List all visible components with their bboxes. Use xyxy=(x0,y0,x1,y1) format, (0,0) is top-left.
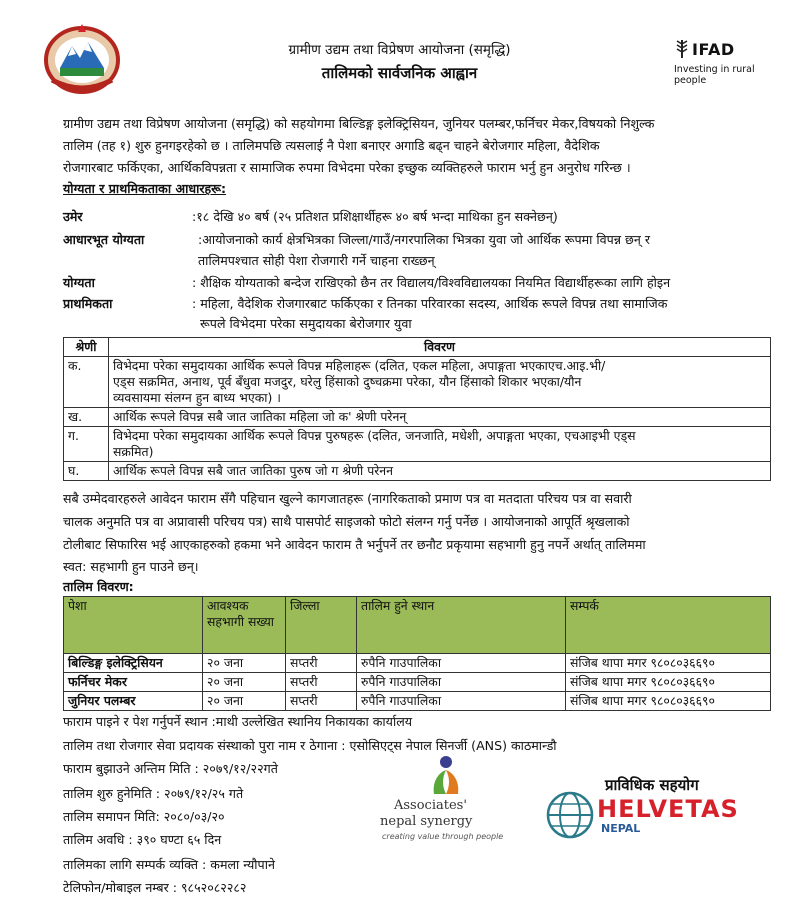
description-line: विभेदमा परेका समुदायका आर्थिक रूपले विपन्न महिलाहरू (दलित, एकल महिला, अपाङ्गता भएकाएच.आइ.भी/ xyxy=(113,358,606,373)
priority-value-2: रूपले विभेदमा परेका समुदायका बेरोजगार युवा xyxy=(200,316,412,331)
application-line-4: स्वत: सहभागी हुन पाउने छन्। xyxy=(63,559,199,574)
helvetas-logo xyxy=(543,775,783,845)
basic-qualification-value-1: :आयोजनाको कार्य क्षेत्रभित्रका जिल्ला/गाउँ/नगरपालिका भित्रका युवा जो आर्थिक रूपमा विपन्न छन् र xyxy=(198,232,650,247)
technical-support-label: प्राविधिक सहयोग xyxy=(605,776,699,794)
eligibility-heading: योग्यता र प्राथमिकताका आधारहरू: xyxy=(63,181,227,196)
occupation-header: पेशा xyxy=(64,597,203,654)
description-cell xyxy=(109,357,771,408)
helvetas-country: NEPAL xyxy=(601,822,641,835)
occupation-cell: फर्निचर मेकर xyxy=(64,673,203,692)
participants-cell: २० जना xyxy=(203,654,286,673)
training-heading: तालिम विवरण: xyxy=(63,579,134,594)
intro-line-1: ग्रामीण उद्यम तथा विप्रेषण आयोजना (समृद्धि) को सहयोगमा बिल्डिङ्ग इलेक्ट्रिसियन, जुनियर पलम्बर,फर्निचर मेकर,विषयको निशुल्क xyxy=(63,116,655,131)
venue-cell: रुपैनि गाउपालिका xyxy=(357,654,566,673)
venue-cell: रुपैनि गाउपालिका xyxy=(357,673,566,692)
contact-cell: संजिब थापा मगर ९८०८०३६६९० xyxy=(566,673,771,692)
notice-title: तालिमको सार्वजनिक आह्वान xyxy=(321,64,478,82)
nepal-government-emblem xyxy=(42,22,122,96)
description-cell xyxy=(109,427,771,462)
contact-cell: संजिब थापा मगर ९८०८०३६६९० xyxy=(566,654,771,673)
district-cell: सप्तरी xyxy=(286,673,357,692)
qualification-label: योग्यता xyxy=(63,275,95,290)
application-line-1: सबै उम्मेदवारहरुले आवेदन फाराम सँगै पहिचान खुल्ने कागजातहरू (नागरिकताको प्रमाण पत्र वा मतदाता परिचय पत्र वा सवारी xyxy=(63,491,632,506)
intro-line-3: रोजगारबाट फर्किएका, आर्थिकविपन्नता र सामाजिक रुपमा विभेदमा परेका इच्छुक व्यक्तिहरुले फाराम भर्नु हुन अनुरोध गरिन्छ । xyxy=(63,160,631,175)
district-header: जिल्ला xyxy=(286,597,357,654)
occupation-cell: जुनियर पलम्बर xyxy=(64,692,203,711)
application-line-2: चालक अनुमति पत्र वा अप्रावासी परिचय पत्र) साथै पासपोर्ट साइजको फोटो संलग्न गर्नु पर्नेछ । आयोजनाको आपूर्ति श्रृखलाको xyxy=(63,514,630,529)
training-table xyxy=(63,596,771,711)
table-header-row xyxy=(64,338,771,357)
participants-cell: २० जना xyxy=(203,673,286,692)
district-cell: सप्तरी xyxy=(286,692,357,711)
description-line: विभेदमा परेका समुदायका आर्थिक रूपले विपन्न पुरुषहरू (दलित, जनजाति, मधेशी, अपाङ्गता भएका, एचआइभी एड्स xyxy=(113,428,636,443)
contact-person: तालिमका लागि सम्पर्क व्यक्ति : कमला न्यौपाने xyxy=(63,857,275,872)
description-line: आर्थिक रूपले विपन्न सबै जात जातिका पुरुष जो ग श्रेणी परेनन xyxy=(113,463,394,478)
contact-cell: संजिब थापा मगर ९८०८०३६६९० xyxy=(566,692,771,711)
qualification-value: : शैक्षिक योग्यताको बन्देज राखिएको छैन तर विद्यालय/विश्वविद्यालयका नियमित विद्यार्थीहरूका लागि होइन xyxy=(192,275,671,290)
priority-label: प्राथमिकता xyxy=(63,296,113,311)
basic-qualification-value-2: तालिमपश्चात सोही पेशा रोजगारी गर्ने चाहना राख्छन् xyxy=(198,253,435,268)
table-header-row xyxy=(64,597,771,654)
table-row xyxy=(64,357,771,408)
description-line: आर्थिक रूपले विपन्न सबै जात जातिका महिला जो क' श्रेणी परेनन् xyxy=(113,409,407,424)
project-title: ग्रामीण उद्यम तथा विप्रेषण आयोजना (समृद्धि) xyxy=(288,42,511,58)
category-cell: क. xyxy=(64,357,109,408)
district-cell: सप्तरी xyxy=(286,654,357,673)
ifad-name: IFAD xyxy=(692,40,735,59)
age-label: उमेर xyxy=(63,209,83,224)
table-row xyxy=(64,462,771,481)
ans-tagline: creating value through people xyxy=(382,832,504,841)
application-line-3: टोलीबाट सिफारिस भई आएकाहरुको हकमा भने आवेदन फाराम तै भर्नुपर्ने तर छनौट प्रकृयामा सहभागी हुनु नपर्ने अर्थात् तालिममा xyxy=(63,537,646,552)
table-row xyxy=(64,673,771,692)
service-provider: तालिम तथा रोजगार सेवा प्रदायक संस्थाको पुरा नाम र ठेगाना : एसोसिएट्स नेपाल सिनर्जी (ANS) काठमान्डौ xyxy=(63,738,557,753)
basic-qualification-label: आधारभूत योग्यता xyxy=(63,232,145,247)
globe-icon xyxy=(543,789,597,841)
contact-phone: टेलिफोन/मोबाइल नम्बर : ९८५२०८२२८२ xyxy=(63,880,247,895)
training-start-date: तालिम शुरु हुनेमिति : २०७९/१२/२५ गते xyxy=(63,786,244,801)
table-row xyxy=(64,692,771,711)
ans-name-2: nepal synergy xyxy=(380,814,473,829)
category-cell: ख. xyxy=(64,408,109,427)
age-value: :१८ देखि ४० बर्ष (२५ प्रतिशत प्रशिक्षार्थीहरू ४० बर्ष भन्दा माथिका हुन सक्नेछन्) xyxy=(192,209,558,224)
ans-logo xyxy=(372,752,532,852)
category-cell: ग. xyxy=(64,427,109,462)
venue-cell: रुपैनि गाउपालिका xyxy=(357,692,566,711)
ans-name-1: Associates' xyxy=(394,798,467,813)
description-line: एड्स सक्रमित, अनाथ, पूर्व बँधुवा मजदुर, घरेलु हिंसाको दुष्चक्रमा परेका, यौन हिंसाको शिकार भएका/यौन xyxy=(113,374,582,389)
table-row xyxy=(64,654,771,673)
description-line: व्यवसायमा संलग्न हुन बाध्य भएका) । xyxy=(113,390,281,405)
priority-value-1: : महिला, वैदेशिक रोजगारबाट फर्किएका र तिनका परिवारका सदस्य, आर्थिक रूपले विपन्न तथा सामाजिक xyxy=(192,296,668,311)
ifad-logo xyxy=(672,40,782,86)
description-cell xyxy=(109,408,771,427)
category-cell: घ. xyxy=(64,462,109,481)
description-cell xyxy=(109,462,771,481)
training-end-date: तालिम समापन मिति: २०८०/०३/२० xyxy=(63,809,225,824)
table-row xyxy=(64,427,771,462)
participants-header: आवश्यक सहभागी सख्या xyxy=(203,597,286,654)
venue-header: तालिम हुने स्थान xyxy=(357,597,566,654)
description-header: विवरण xyxy=(109,338,771,357)
helvetas-name: HELVETAS xyxy=(597,795,739,823)
category-table xyxy=(63,337,771,481)
participants-cell: २० जना xyxy=(203,692,286,711)
intro-line-2: तालिम (तह १) शुरु हुनगइरहेको छ । तालिमपछि त्यसलाई नै पेशा बनाएर अगाडि बढ्न चाहने बेरोजगार महिला, वैदेशिक xyxy=(63,138,600,153)
table-row xyxy=(64,408,771,427)
wheat-icon xyxy=(674,38,690,60)
form-place: फाराम पाइने र पेश गर्नुपर्ने स्थान :माथी उल्लेखित स्थानिय निकायका कार्यालय xyxy=(63,714,413,729)
description-line: सक्रमित) xyxy=(113,444,154,459)
ans-emblem-icon xyxy=(428,754,464,796)
occupation-cell: बिल्डिङ्ग इलेक्ट्रिसियन xyxy=(64,654,203,673)
training-duration: तालिम अवधि : ३९० घण्टा ६५ दिन xyxy=(63,832,222,847)
category-header: श्रेणी xyxy=(64,338,109,357)
contact-header: सम्पर्क xyxy=(566,597,771,654)
ifad-tagline: Investing in rural people xyxy=(674,64,755,86)
submission-deadline: फाराम बुझाउने अन्तिम मिति : २०७९/१२/२२गते xyxy=(63,761,278,776)
